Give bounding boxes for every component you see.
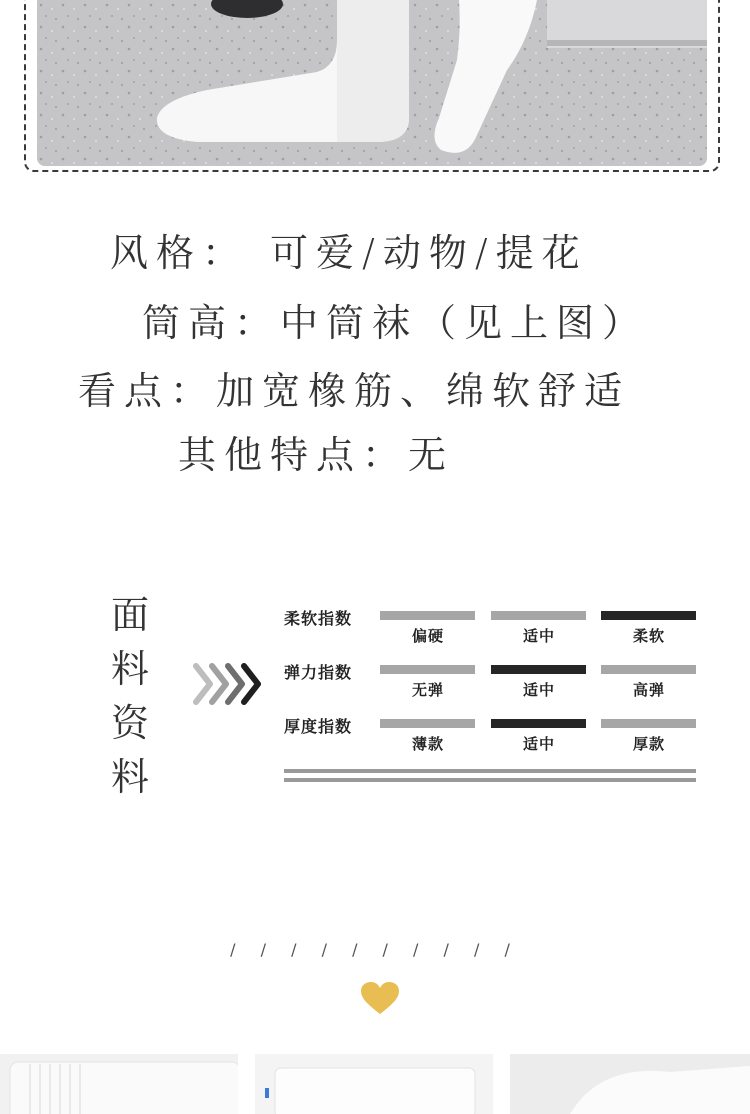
spec-height-value: 中筒袜（见上图） — [280, 301, 649, 345]
level-bar-label: 偏硬 — [411, 627, 444, 645]
level-bar-label: 薄款 — [411, 735, 444, 753]
level-bar-label: 适中 — [522, 735, 555, 753]
level-bar-selected — [601, 611, 696, 620]
divider-rule — [284, 769, 696, 773]
spec-height-label: 筒高： — [142, 301, 281, 345]
material-row-label: 柔软指数 — [284, 609, 353, 628]
material-row-label: 厚度指数 — [284, 717, 353, 736]
level-bar — [380, 665, 475, 674]
level-bar — [601, 719, 696, 728]
spec-other-label: 其他特点： — [178, 433, 409, 477]
spec-other-value: 无 — [408, 433, 455, 477]
spec-highlight-label: 看点： — [78, 369, 217, 413]
level-bar-label: 厚款 — [632, 735, 665, 753]
spec-other — [178, 424, 454, 479]
material-title-char: 料 — [110, 647, 149, 691]
product-photo-socks — [37, 0, 707, 166]
level-bar-label: 柔软 — [632, 627, 665, 645]
thumbnail-image[interactable] — [255, 1054, 493, 1114]
material-row-label: 弹力指数 — [284, 663, 353, 682]
spec-height — [142, 292, 648, 347]
spec-style-value: 可爱/动物/提花 — [270, 231, 588, 275]
spec-style-label: 风格： — [110, 231, 249, 275]
heart-icon — [361, 982, 399, 1016]
chevron-arrows-icon — [192, 662, 264, 706]
level-bar-selected — [491, 719, 586, 728]
material-title-char: 面 — [110, 593, 149, 637]
level-bar-label: 无弹 — [411, 681, 444, 699]
spec-highlight — [78, 360, 630, 415]
level-bar — [601, 665, 696, 674]
divider-rule — [284, 778, 696, 782]
material-title — [108, 588, 152, 804]
thumbnail-image[interactable] — [0, 1054, 238, 1114]
material-title-char: 资 — [110, 701, 149, 745]
level-bar — [380, 611, 475, 620]
level-bar-label: 适中 — [522, 681, 555, 699]
spec-highlight-value: 加宽橡筋、绵软舒适 — [216, 369, 631, 413]
level-bar — [491, 611, 586, 620]
level-bar-label: 适中 — [522, 627, 555, 645]
level-bar-selected — [491, 665, 586, 674]
thumbnail-image[interactable] — [510, 1054, 750, 1114]
level-bar — [380, 719, 475, 728]
slash-divider: / / / / / / / / / / — [230, 940, 520, 959]
spec-style — [110, 222, 588, 277]
level-bar-label: 高弹 — [632, 681, 665, 699]
material-title-char: 料 — [110, 755, 149, 799]
